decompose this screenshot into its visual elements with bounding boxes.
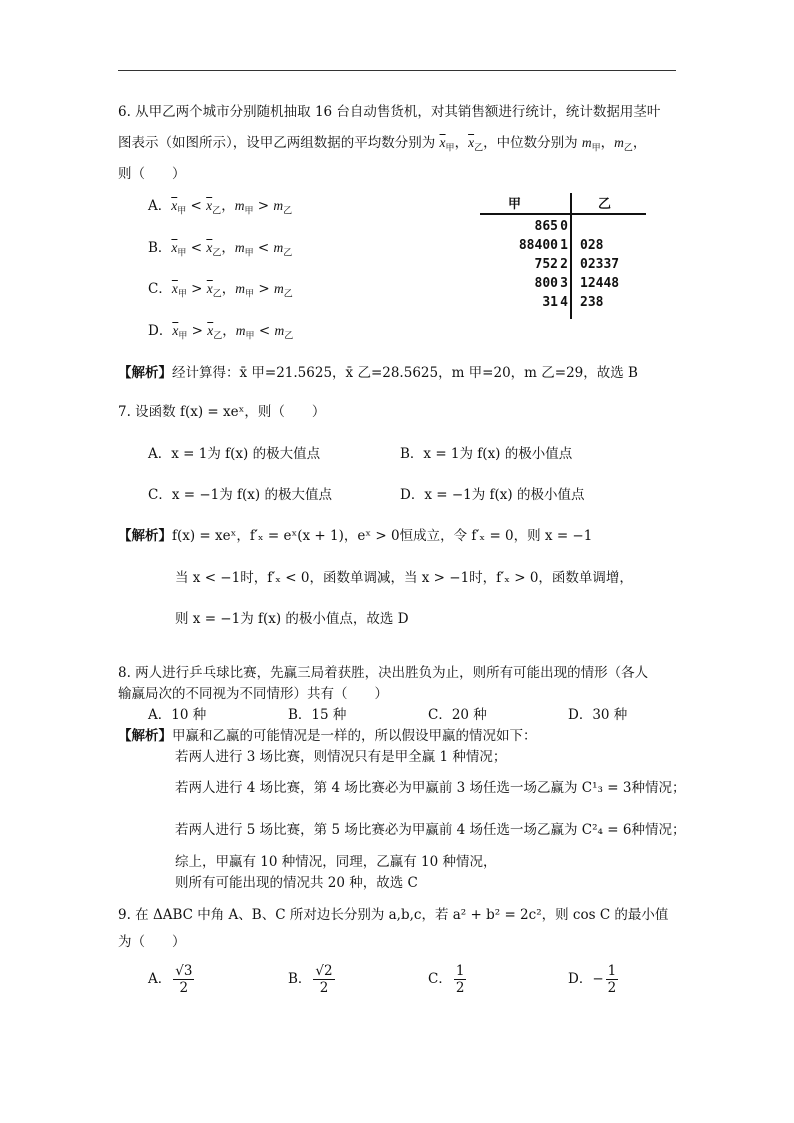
q9-line1: 9. 在 ΔABC 中角 A、B、C 所对边长分别为 a,b,c，若 a² + b² = 2c²，则 cos C 的最小值 [118, 907, 669, 923]
stem-right-header: 乙 [598, 197, 612, 212]
q7-line1: 7. 设函数 f(x) = xeˣ，则（ ） [118, 404, 326, 420]
q7-analysis-3: 则 x = −1为 f(x) 的极小值点，故选 D [175, 611, 409, 627]
stem-header-line [480, 213, 646, 215]
stem-left-header: 甲 [508, 197, 522, 212]
q7-option-b: B．x = 1为 f(x) 的极小值点 [400, 446, 573, 462]
q8-analysis-5: 综上，甲赢有 10 种情况，同理，乙赢有 10 种情况， [175, 854, 497, 870]
q6-line2: 图表示（如图所示），设甲乙两组数据的平均数分别为 $\overline{x}_甲$，$\overline{x}_乙$，中位数分别为 $m_甲$，$m_乙$， [118, 135, 647, 154]
stem-row: 31 4 238 [542, 295, 604, 310]
q8-analysis-2: 若两人进行 3 场比赛，则情况只有是甲全赢 1 种情况； [175, 749, 507, 765]
q8-option-c: C．20 种 [428, 707, 487, 723]
q7-analysis-2: 当 x < −1时，f′ₓ < 0，函数单调减，当 x > −1时，f′ₓ > 0，函数单调增， [175, 570, 633, 586]
q9-line2: 为（ ） [118, 934, 186, 950]
q8-analysis-6: 则所有可能出现的情况共 20 种，故选 C [175, 875, 418, 891]
q8-option-a: A．10 种 [148, 707, 207, 723]
q8-line2: 输赢局次的不同视为不同情形）共有（ ） [118, 686, 388, 702]
q9-option-b: B． $\frac{√2}{2}$ [288, 963, 333, 996]
q6-option-b: B．$\overline{x}_甲 < \overline{x}_乙$，$m_甲 < m_乙$ [148, 240, 293, 259]
stem-row: 865 0 [534, 219, 568, 234]
q9-option-a: A． $\frac{√3}{2}$ [148, 963, 193, 996]
q9-option-c: C． $\frac{1}{2}$ [428, 963, 465, 996]
q7-option-d: D．x = −1为 f(x) 的极小值点 [400, 487, 585, 503]
q8-analysis-3: 若两人进行 4 场比赛，第 4 场比赛必为甲赢前 3 场任选一场乙赢为 C¹₃ = 3种情况； [175, 780, 686, 796]
q8-analysis-4: 若两人进行 5 场比赛，第 5 场比赛必为甲赢前 4 场任选一场乙赢为 C²₄ = 6种情况； [175, 822, 686, 838]
q6-analysis: 【解析】经计算得：x̄ 甲=21.5625，x̄ 乙=28.5625，m 甲=20，m 乙=29，故选 B [118, 365, 638, 381]
q7-option-c: C．x = −1为 f(x) 的极大值点 [148, 487, 332, 503]
q6-option-d: D．$\overline{x}_甲 > \overline{x}_乙$，$m_甲 < m_乙$ [148, 323, 294, 342]
stem-row: 752 2 02337 [534, 257, 620, 272]
q8-option-d: D．30 种 [568, 707, 628, 723]
stem-row: 88400 1 028 [518, 238, 604, 253]
q8-line1: 8. 两人进行乒乓球比赛，先赢三局着获胜，决出胜负为止，则所有可能出现的情形（各人 [118, 665, 649, 681]
q6-line3: 则（ ） [118, 166, 186, 182]
q7-option-a: A．x = 1为 f(x) 的极大值点 [148, 446, 321, 462]
q6-line1: 6. 从甲乙两个城市分别随机抽取 16 台自动售货机，对其销售额进行统计，统计数据用茎叶 [118, 104, 661, 120]
stem-leaf-plot [478, 193, 648, 319]
header-rule [118, 70, 676, 71]
q8-analysis-1: 【解析】甲赢和乙赢的可能情况是一样的，所以假设甲赢的情况如下： [118, 728, 537, 744]
q7-analysis-1: 【解析】f(x) = xeˣ，f′ₓ = eˣ(x + 1)，eˣ > 0恒成立，令 f′ₓ = 0，则 x = −1 [118, 528, 593, 544]
q6-option-a: A．$\overline{x}_甲 < \overline{x}_乙$，$m_甲 > m_乙$ [148, 198, 293, 217]
q9-option-d: D．− $\frac{1}{2}$ [568, 963, 617, 996]
q8-option-b: B．15 种 [288, 707, 347, 723]
q6-option-c: C．$\overline{x}_甲 > \overline{x}_乙$，$m_甲 > m_乙$ [148, 281, 293, 300]
stem-row: 800 3 12448 [534, 276, 620, 291]
